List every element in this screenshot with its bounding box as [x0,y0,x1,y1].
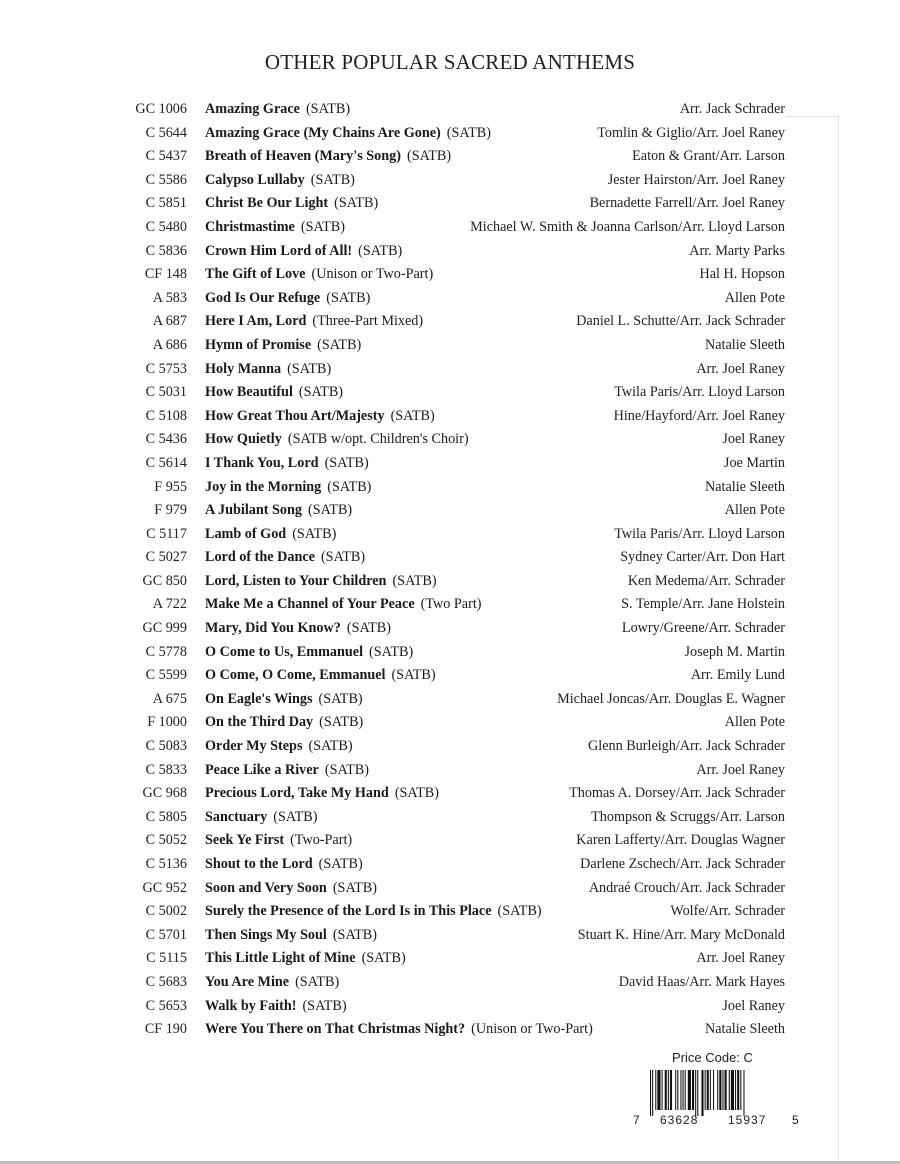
catalog-code: C 5115 [146,950,187,967]
anthem-title: Surely the Presence of the Lord Is in This Place [205,903,492,920]
voicing: (Unison or Two-Part) [471,1021,593,1038]
anthem-title: Amazing Grace (My Chains Are Gone) [205,124,441,141]
voicing: (SATB) [318,690,363,707]
anthem-title: Precious Lord, Take My Hand [205,785,389,802]
arranger: Darlene Zschech/Arr. Jack Schrader [580,856,785,872]
arranger: Arr. Emily Lund [690,667,785,684]
catalog-code: CF 148 [144,266,187,283]
voicing: (SATB) [406,148,452,165]
anthem-title: How Quietly [205,431,282,448]
anthem-title-line [205,216,345,240]
voicing: (SATB) [273,808,318,825]
voicing: (SATB) [326,289,371,306]
list-item [0,711,900,735]
anthem-title: Lamb of God [205,525,287,542]
catalog-code: A 687 [152,313,187,330]
arranger: Eaton & Grant/Arr. Larson [632,148,785,165]
arranger: Natalie Sleeth [705,336,785,353]
anthem-title-line [205,688,363,712]
catalog-code: CF 190 [144,1021,187,1038]
list-item [0,570,900,594]
arranger: Allen Pote [724,714,785,731]
page-edge-right [838,116,840,1164]
arranger: Twila Paris/Arr. Lloyd Larson [614,384,785,401]
anthem-title: O Come to Us, Emmanuel [205,643,364,660]
arranger: Stuart K. Hine/Arr. Mary McDonald [577,926,785,943]
anthem-title-line [205,947,406,971]
list-item [0,735,900,759]
barcode-bar [685,1070,686,1110]
list-item [0,759,900,783]
catalog-code: C 5644 [145,124,187,141]
catalog-code: C 5836 [145,242,187,259]
anthem-title: On the Third Day [205,714,314,731]
anthem-title: God Is Our Refuge [205,289,321,306]
catalog-code: C 5002 [145,903,187,920]
anthem-title-line [205,641,413,665]
voicing: (SATB) [320,549,366,566]
page-title: OTHER POPULAR SACRED ANTHEMS [264,50,636,74]
catalog-code: GC 1006 [135,101,187,117]
voicing: (SATB) [319,714,364,731]
anthem-title-line [205,995,347,1019]
anthem-title-line [205,1018,593,1042]
arranger: Joe Martin [723,454,785,471]
barcode-bar [729,1070,730,1110]
arranger: Tomlin & Giglio/Arr. Joel Raney [597,124,785,141]
catalog-code: F 955 [154,478,187,495]
anthem-title: Breath of Heaven (Mary's Song) [205,148,401,165]
anthem-title: Christ Be Our Light [205,195,329,212]
voicing: (SATB) [332,879,377,896]
anthem-title: Seek Ye First [205,832,285,849]
anthem-title-line [205,523,336,547]
barcode-bar [683,1070,684,1110]
barcode-bar [668,1070,669,1110]
barcode-bar [740,1070,741,1110]
arranger: Thomas A. Dorsey/Arr. Jack Schrader [569,785,785,802]
barcode-left-group: 63628 [660,1113,699,1127]
anthem-title-line [205,664,436,688]
list-item [0,829,900,853]
barcode-bar [701,1070,703,1116]
voicing: (SATB) [295,973,340,990]
list-item [0,405,900,429]
anthem-title: You Are Mine [205,973,290,990]
anthem-title: Here I Am, Lord [205,313,307,330]
anthem-title-line [205,853,363,877]
arranger: Jester Hairston/Arr. Joel Raney [607,171,785,188]
anthem-title-line [205,122,491,146]
price-code: Price Code: C [672,1050,753,1065]
list-item [0,1018,900,1042]
anthem-title: This Little Light of Mine [205,950,356,967]
voicing: (Two Part) [420,596,482,613]
anthem-title-line [205,711,363,735]
voicing: (SATB w/opt. Children's Choir) [287,431,469,448]
catalog-code: A 675 [152,690,187,707]
arranger: Lowry/Greene/Arr. Schrader [621,620,785,637]
arranger: Hal H. Hopson [699,266,785,283]
anthem-title: Holy Manna [205,360,282,377]
arranger: Andraé Crouch/Arr. Jack Schrader [588,879,785,896]
voicing: (SATB) [308,738,353,755]
voicing: (SATB) [302,997,347,1014]
catalog-code: C 5031 [145,384,187,401]
voicing: (SATB) [317,336,362,353]
page-edge-top [786,116,838,117]
list-item [0,381,900,405]
anthem-title-line [205,759,369,783]
list-item [0,122,900,146]
catalog-code: F 1000 [147,714,187,731]
catalog-code: GC 999 [142,620,187,637]
arranger: Hine/Hayford/Arr. Joel Raney [613,407,785,424]
arranger: Natalie Sleeth [705,478,785,495]
list-item [0,523,900,547]
anthem-title: Lord of the Dance [205,549,315,566]
catalog-code: A 583 [152,289,187,306]
barcode-check-digit: 5 [792,1113,799,1127]
anthem-title-line [205,405,435,429]
anthem-title-line [205,900,542,924]
arranger: Arr. Marty Parks [689,242,785,259]
catalog-code: C 5052 [145,832,187,849]
voicing: (SATB) [446,124,491,141]
barcode-bar [717,1070,718,1110]
list-item [0,995,900,1019]
barcode [650,1070,786,1116]
arranger: Wolfe/Arr. Schrader [670,903,785,920]
anthem-title-line [205,310,423,334]
voicing: (SATB) [327,478,372,495]
anthem-title: Walk by Faith! [205,997,297,1014]
catalog-code: C 5437 [145,148,187,165]
barcode-bar [675,1070,676,1110]
voicing: (SATB) [292,525,337,542]
anthem-title-line [205,499,352,523]
list-item [0,782,900,806]
anthem-title: A Jubilant Song [205,502,302,519]
anthem-title: Crown Him Lord of All! [205,242,353,259]
catalog-code: C 5083 [145,738,187,755]
voicing: (Unison or Two-Part) [311,266,434,283]
barcode-bar [652,1070,653,1116]
voicing: (SATB) [305,101,351,117]
anthem-title: Sanctuary [205,808,268,825]
catalog-code: C 5027 [145,549,187,566]
arranger: Glenn Burleigh/Arr. Jack Schrader [588,738,785,755]
anthem-title-line [205,476,371,500]
voicing: (SATB) [308,502,353,519]
arranger: Ken Medema/Arr. Schrader [627,572,785,589]
voicing: (SATB) [361,950,406,967]
voicing: (SATB) [310,171,355,188]
arranger: Joseph M. Martin [684,643,785,660]
voicing: (SATB) [318,856,363,872]
catalog-code: GC 968 [142,785,187,802]
arranger: Arr. Joel Raney [696,360,785,377]
list-item [0,688,900,712]
catalog-code: C 5851 [145,195,187,212]
catalog-code: C 5108 [145,407,187,424]
catalog-code: F 979 [154,502,187,519]
anthem-title: Soon and Very Soon [205,879,327,896]
barcode-bar [697,1070,698,1116]
list-item [0,145,900,169]
arranger: Bernadette Farrell/Arr. Joel Raney [589,195,785,212]
catalog-code: C 5805 [145,808,187,825]
list-item [0,310,900,334]
anthem-title: Were You There on That Christmas Night? [205,1021,466,1038]
catalog-code: C 5683 [145,973,187,990]
arranger: Michael W. Smith & Joanna Carlson/Arr. Lloyd Larson [470,218,785,235]
voicing: (Three-Part Mixed) [312,313,424,330]
anthem-title-line [205,287,370,311]
list-item [0,476,900,500]
catalog-code: A 686 [152,336,187,353]
barcode-bar [713,1070,714,1110]
catalog-code: C 5778 [145,643,187,660]
anthem-title-line [205,428,469,452]
anthem-title-line [205,617,391,641]
barcode-right-group: 15937 [728,1113,767,1127]
arranger: Michael Joncas/Arr. Douglas E. Wagner [557,690,785,707]
anthem-title: Calypso Lullaby [205,171,305,188]
list-item [0,263,900,287]
barcode-bar [731,1070,734,1110]
voicing: (SATB) [298,384,344,401]
arranger: Daniel L. Schutte/Arr. Jack Schrader [576,313,785,330]
catalog-code: C 5586 [145,171,187,188]
barcode-bar [680,1070,681,1110]
list-item [0,499,900,523]
anthem-title: I Thank You, Lord [205,454,319,471]
anthem-title: Mary, Did You Know? [205,620,341,637]
arranger: Natalie Sleeth [705,1021,785,1038]
catalog-code: C 5480 [145,218,187,235]
barcode-bar [655,1070,656,1110]
voicing: (SATB) [394,785,439,802]
anthem-title: Peace Like a River [205,761,319,778]
barcode-bar [657,1070,660,1110]
anthem-title-line [205,263,433,287]
arranger: Joel Raney [722,431,785,448]
catalog-code: C 5701 [145,926,187,943]
catalog-code: A 722 [152,596,187,613]
list-item [0,240,900,264]
anthem-title-line [205,570,437,594]
arranger: Arr. Jack Schrader [679,101,785,117]
list-item [0,900,900,924]
catalog-code: C 5136 [145,856,187,872]
barcode-bar [735,1070,736,1110]
voicing: (SATB) [334,195,379,212]
list-item [0,192,900,216]
anthem-title-line [205,782,439,806]
catalog-code: C 5599 [145,667,187,684]
barcode-bar [677,1070,678,1110]
voicing: (SATB) [358,242,403,259]
barcode-bar [688,1070,691,1110]
anthem-title: How Great Thou Art/Majesty [205,407,385,424]
voicing: (SATB) [332,926,377,943]
list-item [0,358,900,382]
list-item [0,853,900,877]
barcode-bar [692,1070,694,1110]
list-item [0,216,900,240]
list-item [0,334,900,358]
anthem-title: How Beautiful [205,384,293,401]
catalog-code: GC 850 [142,572,187,589]
anthem-title: Shout to the Lord [205,856,313,872]
voicing: (SATB) [392,572,437,589]
list-item [0,546,900,570]
catalog-code: C 5833 [145,761,187,778]
arranger: Joel Raney [722,997,785,1014]
list-item [0,169,900,193]
barcode-lead-digit: 7 [633,1113,640,1127]
barcode-bar [707,1070,709,1110]
list-item [0,641,900,665]
arranger: Sydney Carter/Arr. Don Hart [620,549,785,566]
arranger: Thompson & Scruggs/Arr. Larson [591,808,785,825]
barcode-bar [705,1070,706,1110]
catalog-code: C 5614 [145,454,187,471]
arranger: Karen Lafferty/Arr. Douglas Wagner [576,832,785,849]
catalog-code: C 5753 [145,360,187,377]
arranger: Twila Paris/Arr. Lloyd Larson [614,525,785,542]
arranger: Allen Pote [724,502,785,519]
barcode-bar [719,1070,721,1110]
arranger: S. Temple/Arr. Jane Holstein [621,596,785,613]
list-item [0,971,900,995]
barcode-bar [743,1070,744,1116]
list-item [0,806,900,830]
list-item [0,947,900,971]
catalog-code: GC 952 [142,879,187,896]
anthem-title-line [205,192,378,216]
anthem-title-line [205,829,352,853]
voicing: (SATB) [324,454,369,471]
anthem-title: Christmastime [205,218,295,235]
barcode-bar [650,1070,651,1116]
anthem-title: O Come, O Come, Emmanuel [205,667,386,684]
anthem-title-line [205,240,402,264]
anthem-title: On Eagle's Wings [205,690,313,707]
catalog-code: C 5117 [146,525,187,542]
voicing: (SATB) [287,360,332,377]
list-item [0,98,900,122]
anthem-title-line [205,452,369,476]
anthem-title-line [205,971,339,995]
barcode-bar [710,1070,711,1110]
anthem-title-line [205,169,355,193]
arranger: David Haas/Arr. Mark Hayes [618,973,785,990]
arranger: Allen Pote [724,289,785,306]
anthem-title-line [205,145,451,169]
anthem-list [0,98,900,1042]
anthem-title-line [205,98,350,122]
barcode-bar [722,1070,723,1110]
voicing: (SATB) [346,620,391,637]
anthem-title: Amazing Grace [205,101,300,117]
barcode-bar [662,1070,663,1110]
anthem-title: Make Me a Channel of Your Peace [205,596,415,613]
voicing: (SATB) [300,218,345,235]
anthem-title-line [205,546,365,570]
barcode-bar [725,1070,727,1110]
voicing: (SATB) [391,667,436,684]
list-item [0,924,900,948]
anthem-title: Then Sings My Soul [205,926,327,943]
anthem-title: Lord, Listen to Your Children [205,572,387,589]
list-item [0,877,900,901]
barcode-bar [737,1070,739,1110]
anthem-title-line [205,806,317,830]
barcode-bar [695,1070,696,1116]
voicing: (SATB) [390,407,435,424]
list-item [0,664,900,688]
anthem-title: Hymn of Promise [205,336,312,353]
barcode-bar [670,1070,672,1110]
list-item [0,452,900,476]
list-item [0,287,900,311]
catalog-code: C 5653 [145,997,187,1014]
arranger: Arr. Joel Raney [696,950,785,967]
anthem-title: Order My Steps [205,738,303,755]
barcode-bar [665,1070,667,1110]
anthem-title-line [205,924,377,948]
list-item [0,593,900,617]
list-item [0,428,900,452]
voicing: (SATB) [369,643,414,660]
voicing: (SATB) [497,903,542,920]
voicing: (Two-Part) [290,832,353,849]
anthem-title-line [205,735,353,759]
anthem-title: The Gift of Love [205,266,306,283]
arranger: Arr. Joel Raney [696,761,785,778]
list-item [0,617,900,641]
voicing: (SATB) [324,761,369,778]
anthem-title-line [205,877,377,901]
anthem-title-line [205,381,343,405]
catalog-code: C 5436 [145,431,187,448]
anthem-title-line [205,334,361,358]
anthem-title-line [205,593,482,617]
anthem-title-line [205,358,331,382]
anthem-title: Joy in the Morning [205,478,322,495]
